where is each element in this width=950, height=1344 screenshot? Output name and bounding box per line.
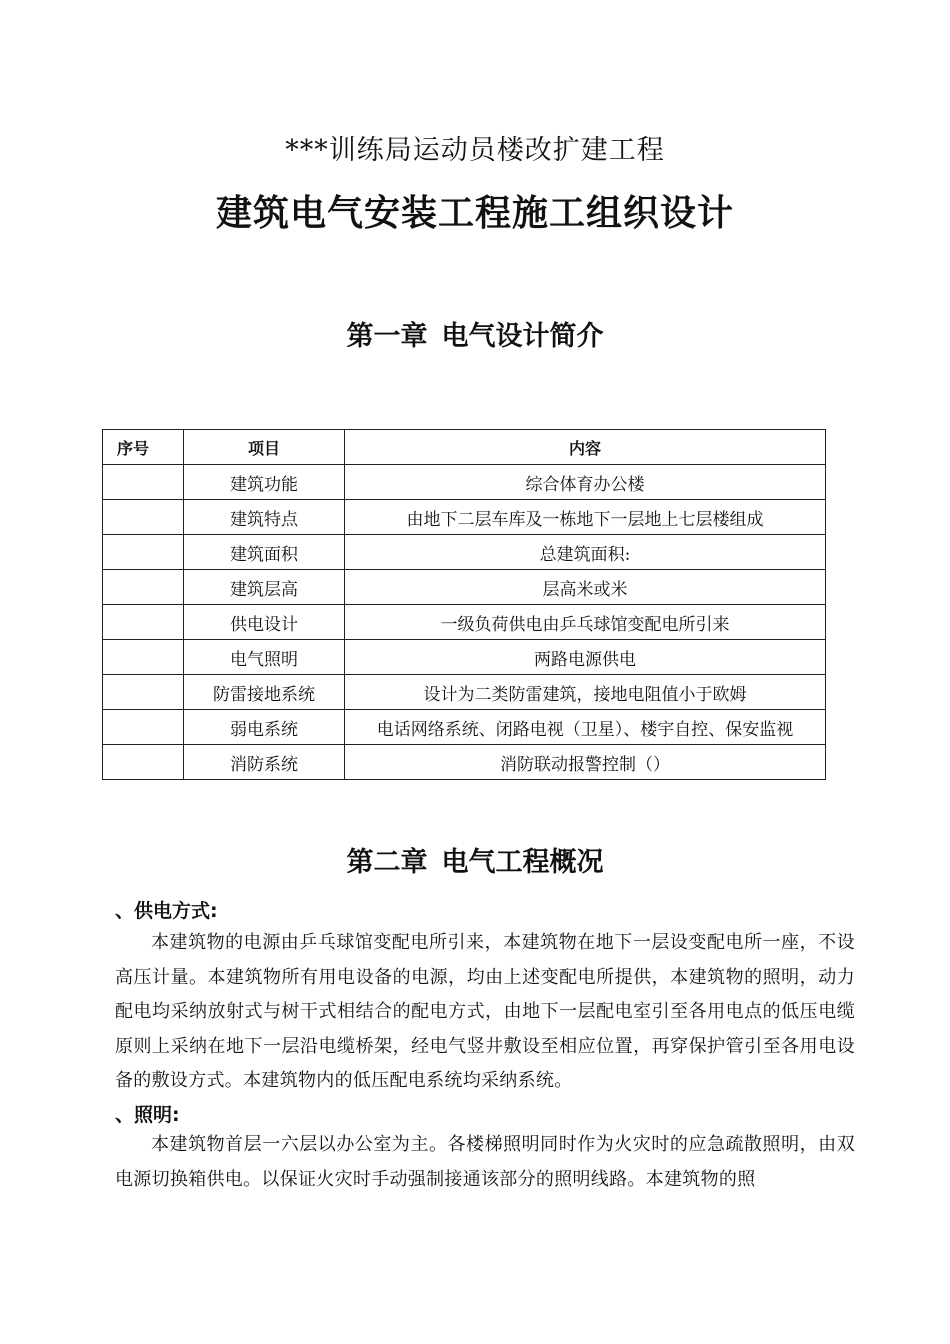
section-body-power-supply: 本建筑物的电源由乒乓球馆变配电所引来，本建筑物在地下一层设变配电所一座，不设高压计量。本建筑物所有用电设备的电源，均由上述变配电所提供，本建筑物的照明，动力配电均采纳放射式与树干式相结合的配电方式，由地下一层配电室引至各用电点的低压电缆原则上采纳在地下一层沿电缆桥架，经电气竖井敷设至相应位置，再穿保护管引至各用电设备的敷设方式。本建筑物内的低压配电系统均采纳系统。 [115, 932, 855, 1091]
row-content: 两路电源供电 [345, 640, 826, 675]
chapter-1-number: 第一章 [346, 321, 428, 352]
row-serial-number [103, 640, 184, 675]
document-title: 建筑电气安装工程施工组织设计 [215, 193, 734, 234]
row-content: 总建筑面积: [345, 535, 826, 570]
row-item: 建筑层高 [184, 570, 345, 605]
row-serial-number [103, 745, 184, 780]
row-serial-number [103, 710, 184, 745]
table-row [103, 675, 826, 710]
table-row [103, 570, 826, 605]
chapter-2-title [0, 840, 950, 879]
row-content: 设计为二类防雷建筑，接地电阻值小于欧姆 [345, 675, 826, 710]
row-content: 一级负荷供电由乒乓球馆变配电所引来 [345, 605, 826, 640]
row-content: 消防联动报警控制（） [345, 745, 826, 780]
row-item: 建筑面积 [184, 535, 345, 570]
row-item: 电气照明 [184, 640, 345, 675]
header-content: 内容 [345, 430, 826, 465]
table-row [103, 640, 826, 675]
row-serial-number [103, 675, 184, 710]
row-serial-number [103, 535, 184, 570]
table-row [103, 745, 826, 780]
row-item: 防雷接地系统 [184, 675, 345, 710]
table-header-row [103, 430, 826, 465]
row-serial-number [103, 500, 184, 535]
row-content: 综合体育办公楼 [345, 465, 826, 500]
chapter-2-name: 电气工程概况 [441, 847, 604, 878]
design-summary-table [102, 429, 826, 780]
header-item: 项目 [184, 430, 345, 465]
row-item: 建筑特点 [184, 500, 345, 535]
table-row [103, 710, 826, 745]
row-content: 层高米或米 [345, 570, 826, 605]
row-item: 弱电系统 [184, 710, 345, 745]
section-heading-lighting: 、照明: [115, 1104, 180, 1126]
row-item: 供电设计 [184, 605, 345, 640]
chapter-1-title [0, 314, 950, 353]
chapter-2-number: 第二章 [346, 847, 428, 878]
chapter-1-name: 电气设计简介 [441, 321, 604, 352]
row-item: 消防系统 [184, 745, 345, 780]
row-serial-number [103, 465, 184, 500]
table-row [103, 465, 826, 500]
row-item: 建筑功能 [184, 465, 345, 500]
section-heading-power-supply: 、供电方式: [115, 900, 218, 922]
header-serial-number: 序号 [103, 430, 184, 465]
row-serial-number [103, 570, 184, 605]
table-row [103, 535, 826, 570]
table-row [103, 605, 826, 640]
row-content: 由地下二层车库及一栋地下一层地上七层楼组成 [345, 500, 826, 535]
row-content: 电话网络系统、闭路电视（卫星）、楼宇自控、保安监视 [345, 710, 826, 745]
project-title: ***训练局运动员楼改扩建工程 [285, 135, 665, 166]
table-row [103, 500, 826, 535]
row-serial-number [103, 605, 184, 640]
section-body-lighting: 本建筑物首层一六层以办公室为主。各楼梯照明同时作为火灾时的应急疏散照明，由双电源切换箱供电。以保证火灾时手动强制接通该部分的照明线路。本建筑物的照 [115, 1134, 855, 1190]
